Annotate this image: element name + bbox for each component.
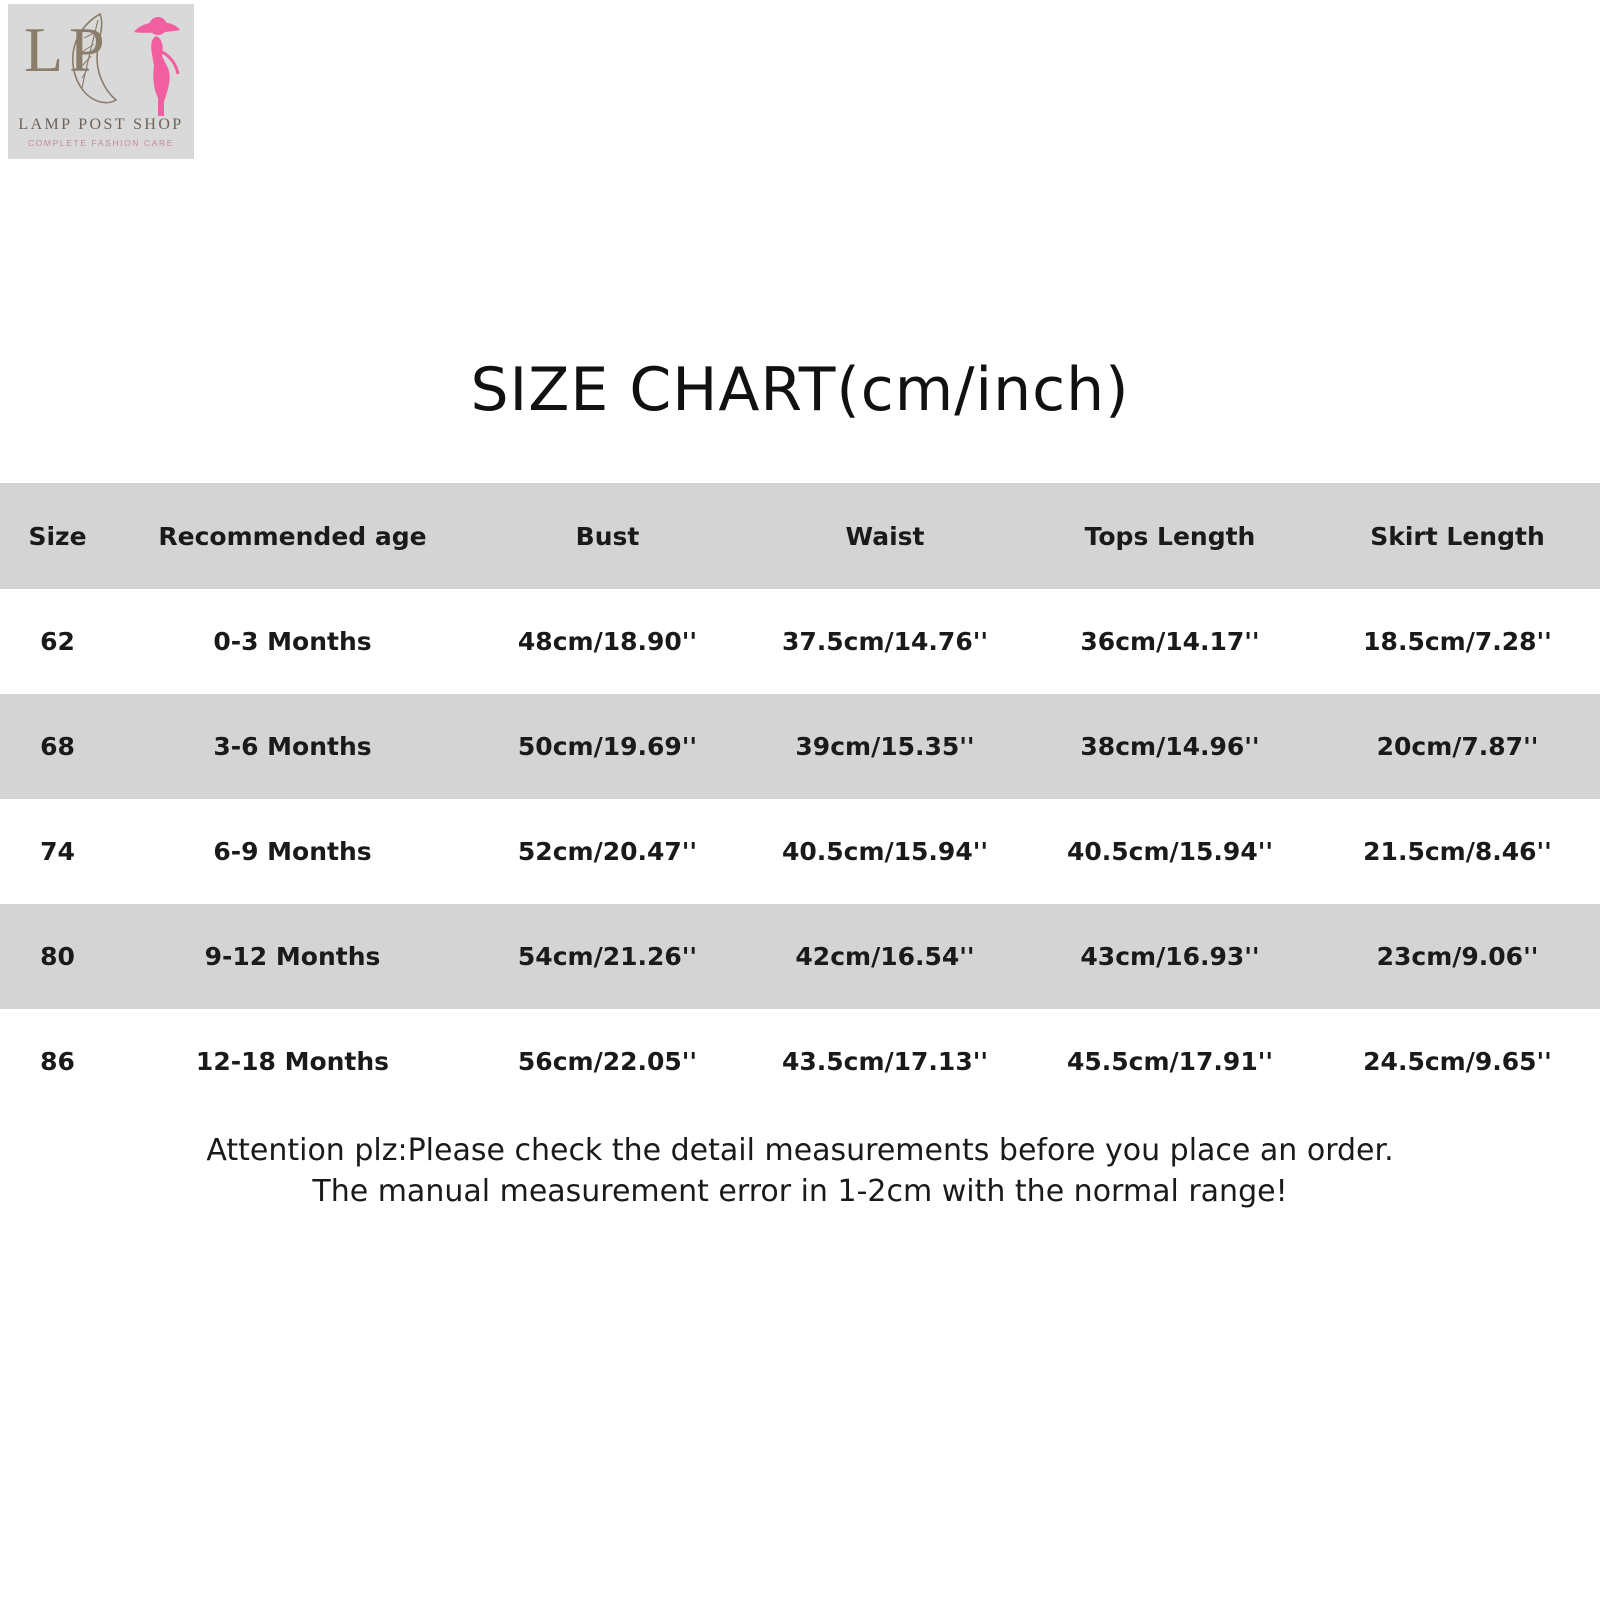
cell-bust: 56cm/22.05'' [470, 1009, 745, 1114]
cell-age: 3-6 Months [115, 694, 470, 799]
column-header-recommended-age: Recommended age [115, 483, 470, 589]
logo-initials: LP [24, 14, 111, 85]
table-row [0, 589, 1600, 694]
cell-waist: 42cm/16.54'' [745, 904, 1025, 1009]
cell-tops-length: 36cm/14.17'' [1025, 589, 1315, 694]
cell-size: 74 [0, 799, 115, 904]
cell-bust: 50cm/19.69'' [470, 694, 745, 799]
cell-bust: 54cm/21.26'' [470, 904, 745, 1009]
cell-skirt-length: 21.5cm/8.46'' [1315, 799, 1600, 904]
cell-age: 12-18 Months [115, 1009, 470, 1114]
table-row [0, 904, 1600, 1009]
logo-brand-name: LAMP POST SHOP [18, 116, 184, 133]
attention-note-line-1: Attention plz:Please check the detail measurements before you place an order. [206, 1133, 1394, 1168]
cell-waist: 40.5cm/15.94'' [745, 799, 1025, 904]
cell-skirt-length: 18.5cm/7.28'' [1315, 589, 1600, 694]
size-chart-table [0, 483, 1600, 1114]
cell-skirt-length: 23cm/9.06'' [1315, 904, 1600, 1009]
cell-skirt-length: 20cm/7.87'' [1315, 694, 1600, 799]
cell-size: 86 [0, 1009, 115, 1114]
cell-waist: 37.5cm/14.76'' [745, 589, 1025, 694]
cell-age: 0-3 Months [115, 589, 470, 694]
cell-tops-length: 40.5cm/15.94'' [1025, 799, 1315, 904]
cell-age: 9-12 Months [115, 904, 470, 1009]
column-header-waist: Waist [745, 483, 1025, 589]
column-header-skirt-length: Skirt Length [1315, 483, 1600, 589]
cell-tops-length: 43cm/16.93'' [1025, 904, 1315, 1009]
cell-tops-length: 45.5cm/17.91'' [1025, 1009, 1315, 1114]
cell-age: 6-9 Months [115, 799, 470, 904]
table-row [0, 799, 1600, 904]
lady-silhouette-icon [128, 12, 186, 120]
cell-bust: 48cm/18.90'' [470, 589, 745, 694]
cell-skirt-length: 24.5cm/9.65'' [1315, 1009, 1600, 1114]
attention-note [0, 1130, 1600, 1213]
cell-bust: 52cm/20.47'' [470, 799, 745, 904]
cell-waist: 43.5cm/17.13'' [745, 1009, 1025, 1114]
cell-waist: 39cm/15.35'' [745, 694, 1025, 799]
brand-logo [8, 4, 194, 159]
cell-size: 68 [0, 694, 115, 799]
cell-size: 80 [0, 904, 115, 1009]
column-header-bust: Bust [470, 483, 745, 589]
column-header-size: Size [0, 483, 115, 589]
cell-size: 62 [0, 589, 115, 694]
logo-tagline: COMPLETE FASHION CARE [27, 138, 174, 148]
table-row [0, 694, 1600, 799]
leaf-icon [60, 10, 130, 110]
column-header-tops-length: Tops Length [1025, 483, 1315, 589]
cell-tops-length: 38cm/14.96'' [1025, 694, 1315, 799]
table-row [0, 1009, 1600, 1114]
table-header-row [0, 483, 1600, 589]
page-title: SIZE CHART(cm/inch) [470, 355, 1130, 425]
attention-note-line-2: The manual measurement error in 1-2cm with the normal range! [312, 1174, 1288, 1210]
